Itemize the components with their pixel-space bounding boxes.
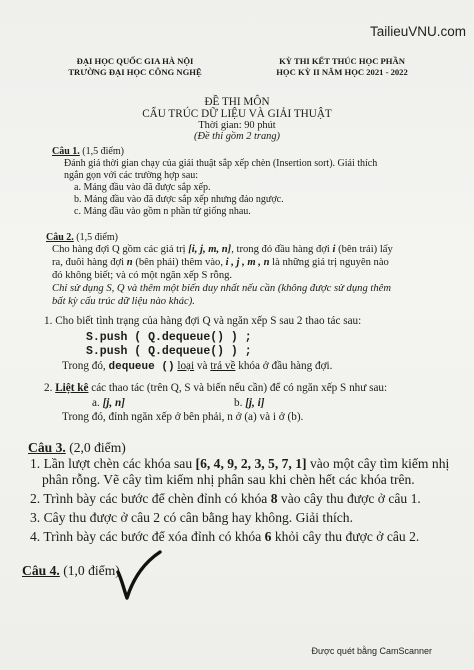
code-line: S.push ( Q.dequeue() ) ;: [86, 345, 252, 358]
question-3-item-3: 3. Cây thu được ở câu 2 có cân bằng hay không. Giải thích.: [30, 510, 353, 525]
question-4-label: Câu 4.: [22, 563, 60, 578]
university-header: [50, 56, 220, 77]
keyword: Liệt kê: [55, 382, 89, 394]
var-n: n: [126, 257, 133, 268]
question-1-text-line: Đánh giá thời gian chạy của giải thuật sắp xếp chèn (Insertion sort). Giải thích: [64, 158, 378, 169]
question-2-points: (1,5 điểm): [76, 232, 118, 243]
key: 6: [264, 529, 272, 544]
watermark: TailieuVNU.com: [369, 24, 466, 39]
question-1-label: Câu 1.: [52, 146, 80, 157]
text: loại: [177, 360, 195, 372]
text: khóa ở đầu hàng đợi.: [238, 360, 333, 372]
text: ra, đuôi hàng đợi: [52, 257, 125, 268]
question-2-text-line: [52, 243, 393, 256]
code-line: S.push ( Q.dequeue() ) ;: [86, 331, 252, 344]
exam-header: [262, 56, 422, 77]
question-2-sub-1: 1. Cho biết tình trạng của hàng đợi Q và ngăn xếp S sau 2 thao tác sau:: [44, 315, 362, 327]
text: vào cây thu được ở câu 1.: [280, 491, 421, 506]
question-1-option-a: a. Mảng đầu vào đã được sắp xếp.: [74, 182, 211, 193]
queue-values: [i, j, m, n]: [188, 244, 232, 255]
exam-title: ĐỀ THI MÔN: [204, 96, 270, 108]
text: (bên phải) thêm vào,: [135, 257, 223, 268]
text: , trong đó đầu hàng đợi: [231, 244, 330, 255]
question-3-heading: [28, 440, 126, 457]
question-2-sub-2-note: Trong đó, đỉnh ngăn xếp ở bên phải, n ở (a) và i ở (b).: [62, 411, 304, 423]
question-2-text-line: [52, 256, 389, 269]
text: 4. Trình bày các bước để xóa đỉnh có khóa: [30, 529, 262, 544]
text: và: [196, 360, 208, 372]
key: 8: [270, 491, 278, 506]
question-2-sub-1-note: [62, 360, 332, 374]
question-3-item-1-cont: phân rỗng. Vẽ cây tìm kiếm nhị phân sau khi chèn hết các khóa trên.: [42, 472, 415, 487]
stack-value: [j, n]: [102, 397, 125, 409]
school-name: TRƯỜNG ĐẠI HỌC CÔNG NGHỆ: [68, 66, 202, 77]
checkmark-icon: [110, 548, 170, 604]
exam-time: Thời gian: 90 phút: [198, 120, 276, 131]
semester: HỌC KỲ II NĂM HỌC 2021 - 2022: [276, 66, 408, 77]
question-2-option-b: [234, 397, 264, 410]
text: Trong đó,: [62, 360, 106, 372]
question-4-points: (1,0 điểm): [63, 563, 120, 578]
question-2-text-line: Chỉ sử dụng S, Q và thêm một biến duy nhất nếu cần (không được sử dụng thêm: [52, 283, 391, 294]
question-2-text-line: bất kỳ cấu trúc dữ liệu nào khác).: [52, 296, 195, 307]
question-2-option-a: [92, 397, 125, 410]
text: Cho hàng đợi Q gồm các giá trị: [52, 244, 186, 255]
question-1-text-line: ngắn gọn với các trường hợp sau:: [64, 170, 199, 181]
question-3-item-2: [30, 491, 421, 508]
question-3-points: (2,0 điểm): [69, 440, 126, 455]
text: trả về: [210, 360, 236, 372]
question-4-heading: [22, 563, 120, 580]
text: là những giá trị nguyên nào: [272, 257, 389, 268]
question-3-item-4: [30, 529, 419, 546]
text: vào một cây tìm kiếm nhị: [309, 456, 450, 471]
text: 2.: [44, 382, 53, 394]
question-1-option-c: c. Mảng đầu vào gồm n phần tử giống nhau.: [74, 206, 251, 217]
university-name: ĐẠI HỌC QUỐC GIA HÀ NỘI: [76, 56, 194, 66]
question-3-item-1: [30, 456, 449, 473]
keys: [6, 4, 9, 2, 3, 5, 7, 1]: [195, 456, 307, 471]
text: 2. Trình bày các bước để chèn đỉnh có khóa: [30, 491, 268, 506]
question-1-points: (1,5 điểm): [82, 146, 124, 157]
scanner-footer: Được quét bằng CamScanner: [311, 646, 432, 656]
exam-type: KỲ THI KẾT THÚC HỌC PHẦN: [279, 56, 405, 66]
vars: i , j , m , n: [225, 257, 270, 268]
exam-subject: CẤU TRÚC DỮ LIỆU VÀ GIẢI THUẬT: [142, 108, 332, 120]
question-2-label: Câu 2.: [46, 232, 74, 243]
text: a.: [92, 397, 100, 409]
text: các thao tác (trên Q, S và biến nếu cần) để có ngăn xếp S như sau:: [91, 382, 388, 394]
text: (bên trái) lấy: [338, 244, 393, 255]
text: khỏi cây thu được ở câu 2.: [274, 529, 420, 544]
stack-value: [j, i]: [245, 397, 265, 409]
text: 1. Lần lượt chèn các khóa sau: [30, 456, 193, 471]
text: b.: [234, 397, 243, 409]
question-2-text-line: đó không biết; và có một ngăn xếp S rỗng.: [52, 270, 233, 281]
var-i: i: [332, 244, 336, 255]
question-2-sub-2: [44, 382, 387, 395]
question-1-option-b: b. Mảng đầu vào đã được sắp xếp nhưng đảo ngược.: [74, 194, 284, 205]
question-3-label: Câu 3.: [28, 440, 66, 455]
exam-pages: (Đề thi gồm 2 trang): [193, 131, 280, 142]
code-fn: dequeue (): [108, 361, 175, 373]
